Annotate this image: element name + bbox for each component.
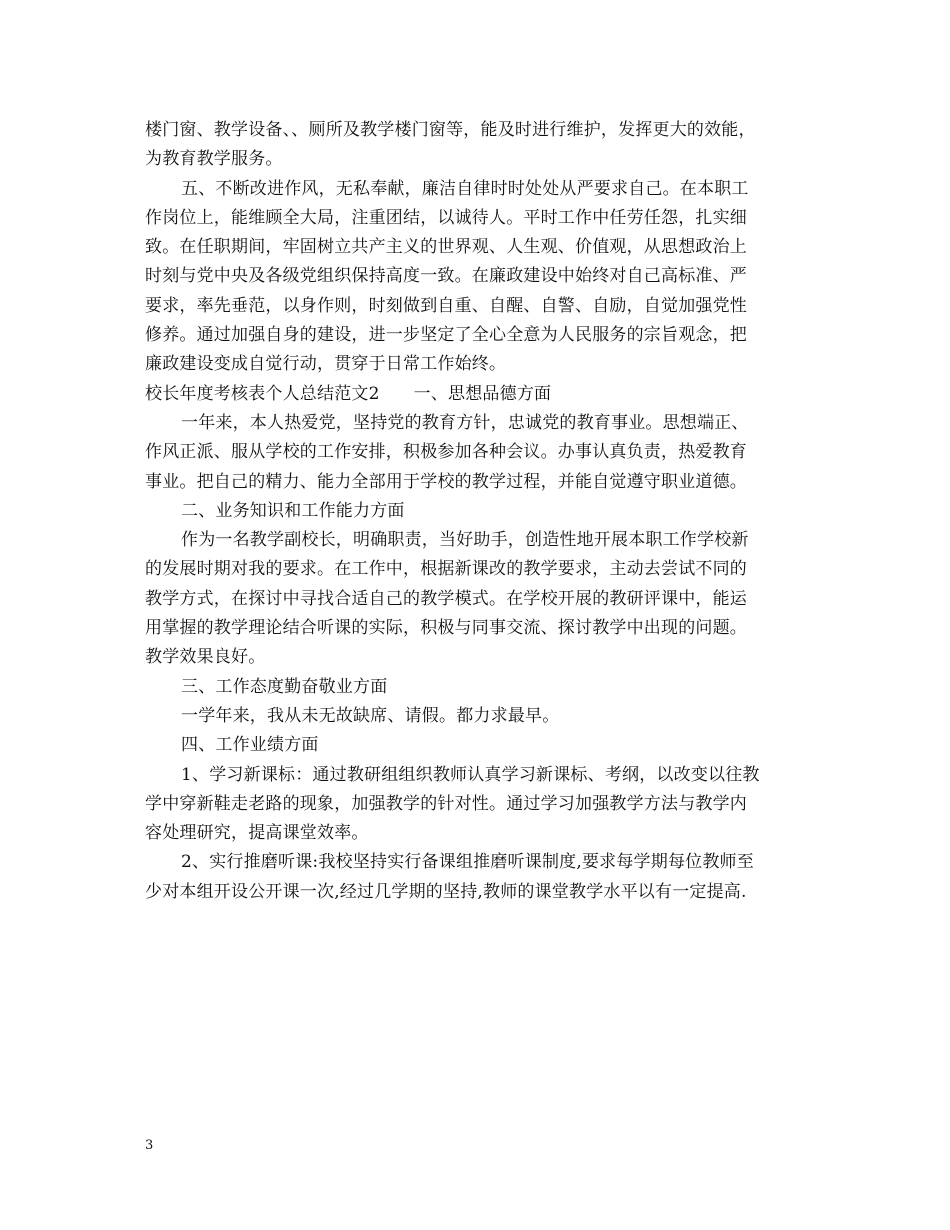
text-line: 廉政建设变成自觉行动，贯穿于日常工作始终。 xyxy=(145,354,507,375)
text-line: 致。在任职期间，牢固树立共产主义的世界观、人生观、价值观，从思想政治上 xyxy=(145,237,747,258)
article-title: 校长年度考核表个人总结范文2 xyxy=(145,383,380,404)
text-line: 作岗位上，能维顾全大局，注重团结，以诚待人。平时工作中任劳任怨，扎实细 xyxy=(145,207,747,228)
text-line: 二、业务知识和工作能力方面 xyxy=(181,500,405,521)
text-line: 2、实行推磨听课:我校坚持实行备课组推磨听课制度,要求每学期每位教师至 xyxy=(181,852,754,873)
text-line: 一年来，本人热爱党，坚持党的教育方针，忠诚党的教育事业。思想端正、 xyxy=(181,412,749,433)
text-line: 容处理研究，提高课堂效率。 xyxy=(145,823,369,844)
text-line: 三、工作态度勤奋敬业方面 xyxy=(181,676,388,697)
text-line: 1、学习新课标：通过教研组组织教师认真学习新课标、考纲，以改变以往教 xyxy=(181,764,760,785)
text-line: 学中穿新鞋走老路的现象，加强教学的针对性。通过学习加强教学方法与教学内 xyxy=(145,793,747,814)
page-number: 3 xyxy=(145,1138,154,1153)
text-line: 时刻与党中央及各级党组织保持高度一致。在廉政建设中始终对自己高标准、严 xyxy=(145,266,747,287)
text-line: 事业。把自己的精力、能力全部用于学校的教学过程，并能自觉遵守职业道德。 xyxy=(145,471,747,492)
text-line: 教学效果良好。 xyxy=(145,647,266,668)
text-line: 的发展时期对我的要求。在工作中，根据新课改的教学要求，主动去尝试不同的 xyxy=(145,559,747,580)
text-line: 楼门窗、教学设备、、厕所及教学楼门窗等，能及时进行维护，发挥更大的效能， xyxy=(145,120,756,140)
section-heading-line xyxy=(145,380,810,409)
section-heading: 一、思想品德方面 xyxy=(413,383,552,404)
text-line: 作风正派、服从学校的工作安排，积极参加各种会议。办事认真负责，热爱教育 xyxy=(145,442,747,463)
text-line: 少对本组开设公开课一次,经过几学期的坚持,教师的课堂教学水平以有一定提高. xyxy=(145,881,747,902)
text-line: 四、工作业绩方面 xyxy=(181,735,319,756)
text-line: 一学年来，我从未无故缺席、请假。都力求最早。 xyxy=(181,705,560,726)
text-line: 教学方式，在探讨中寻找合适自己的教学模式。在学校开展的教研评课中，能运 xyxy=(145,588,747,609)
text-line: 为教育教学服务。 xyxy=(145,149,283,170)
text-line: 要求，率先垂范，以身作则，时刻做到自重、自醒、自警、自励，自觉加强党性 xyxy=(145,295,747,316)
document-body xyxy=(145,116,810,907)
text-line: 作为一名教学副校长，明确职责，当好助手，创造性地开展本职工作学校新 xyxy=(181,530,749,551)
text-line: 用掌握的教学理论结合听课的实际，积极与同事交流、探讨教学中出现的问题。 xyxy=(145,618,747,639)
text-line: 修养。通过加强自身的建设，进一步坚定了全心全意为人民服务的宗旨观念，把 xyxy=(145,325,747,346)
text-line: 五、不断改进作风，无私奉献，廉洁自律时时处处从严要求自己。在本职工 xyxy=(181,178,749,199)
